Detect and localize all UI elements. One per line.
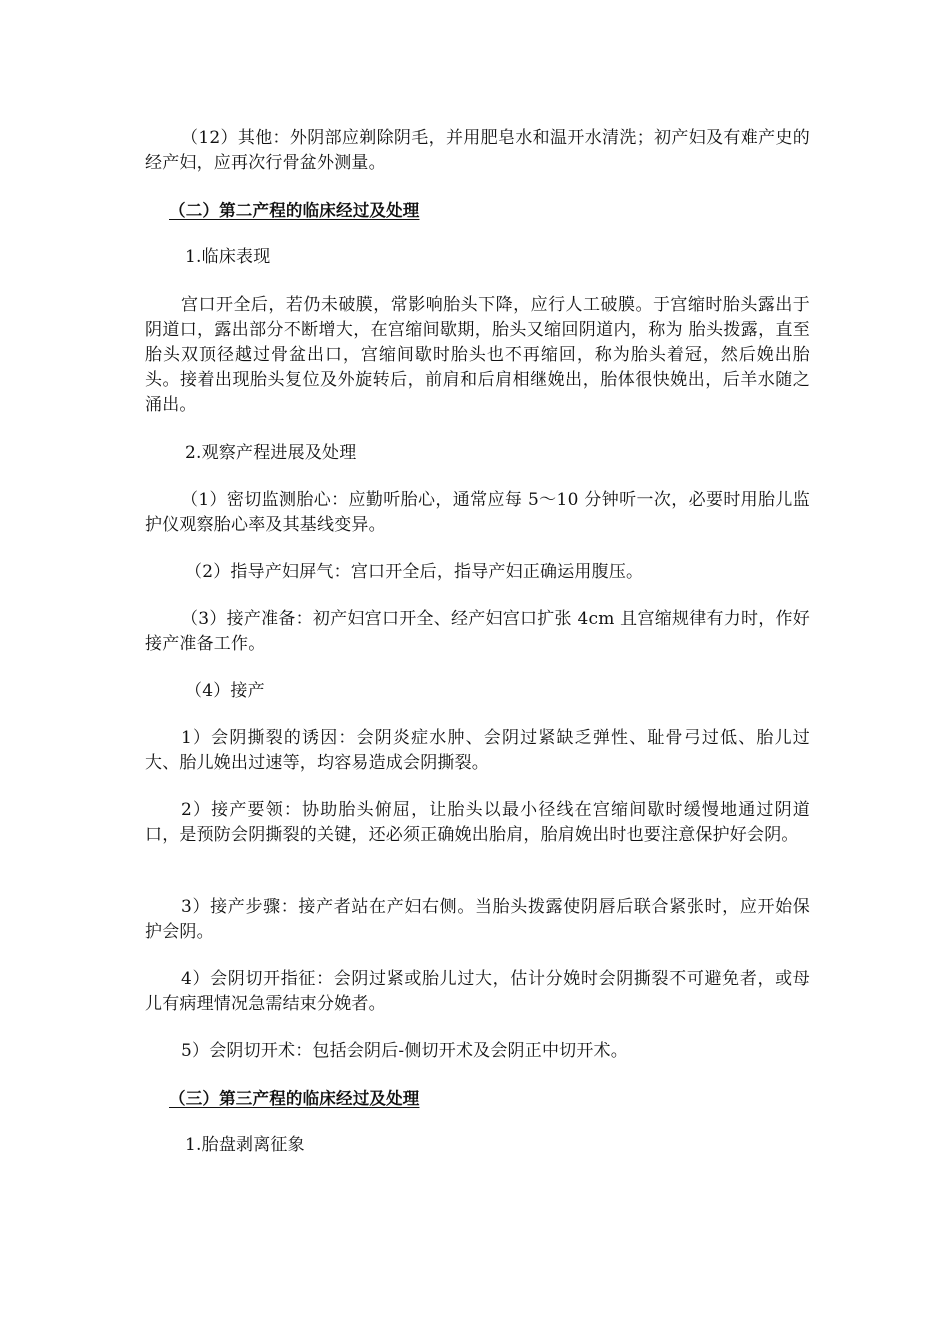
subheading-placental-separation: 1.胎盘剥离征象 bbox=[185, 1135, 305, 1155]
paragraph-bearing-down: （2）指导产妇屏气：宫口开全后，指导产妇正确运用腹压。 bbox=[185, 562, 644, 582]
paragraph-clinical-description: 宫口开全后，若仍未破膜，常影响胎头下降，应行人工破膜。于宫缩时胎头露出于阴道口，露出部分不断增大，在宫缩间歇期，胎头又缩回阴道内，称为 胎头拨露，直至胎头双顶径越过骨盆出口，宫缩间歇时胎头也不再缩回，称为胎头着冠，然后娩出胎头。接着出现胎头复位及外旋转后，前肩和后肩相继娩出，胎体很快娩出，后羊水随之涌出。 bbox=[145, 295, 810, 415]
paragraph-12-other: （12）其他：外阴部应剃除阴毛，并用肥皂水和温开水清洗；初产妇及有难产史的经产妇，应再次行骨盆外测量。 bbox=[145, 128, 810, 173]
paragraph-delivery-steps: 3）接产步骤：接产者站在产妇右侧。当胎头拨露使阴唇后联合紧张时，应开始保护会阴。 bbox=[145, 897, 810, 942]
subheading-observe-progress: 2.观察产程进展及处理 bbox=[185, 443, 357, 463]
subheading-clinical-manifestation: 1.临床表现 bbox=[185, 247, 271, 267]
section-heading-text: （二）第二产程的临床经过及处理 bbox=[169, 201, 420, 220]
section-heading-second-stage bbox=[145, 198, 810, 223]
paragraph-perineal-tear-causes: 1）会阴撕裂的诱因：会阴炎症水肿、会阴过紧缺乏弹性、耻骨弓过低、胎儿过大、胎儿娩出过速等，均容易造成会阴撕裂。 bbox=[145, 728, 810, 773]
section-heading-third-stage bbox=[145, 1086, 810, 1111]
paragraph-delivery-prep: （3）接产准备：初产妇宫口开全、经产妇宫口扩张 4cm 且宫缩规律有力时，作好接产准备工作。 bbox=[145, 609, 810, 654]
subheading-delivery: （4）接产 bbox=[185, 681, 265, 701]
paragraph-delivery-essentials: 2）接产要领：协助胎头俯屈，让胎头以最小径线在宫缩间歇时缓慢地通过阴道口，是预防会阴撕裂的关键，还必须正确娩出胎肩，胎肩娩出时也要注意保护好会阴。 bbox=[145, 800, 810, 845]
paragraph-fetal-heart: （1）密切监测胎心：应勤听胎心，通常应每 5～10 分钟听一次，必要时用胎儿监护仪观察胎心率及其基线变异。 bbox=[145, 490, 810, 535]
paragraph-episiotomy: 5）会阴切开术：包括会阴后-侧切开术及会阴正中切开术。 bbox=[181, 1041, 628, 1061]
section-heading-text: （三）第三产程的临床经过及处理 bbox=[169, 1089, 420, 1108]
paragraph-episiotomy-indications: 4）会阴切开指征：会阴过紧或胎儿过大，估计分娩时会阴撕裂不可避免者，或母儿有病理情况急需结束分娩者。 bbox=[145, 969, 810, 1014]
